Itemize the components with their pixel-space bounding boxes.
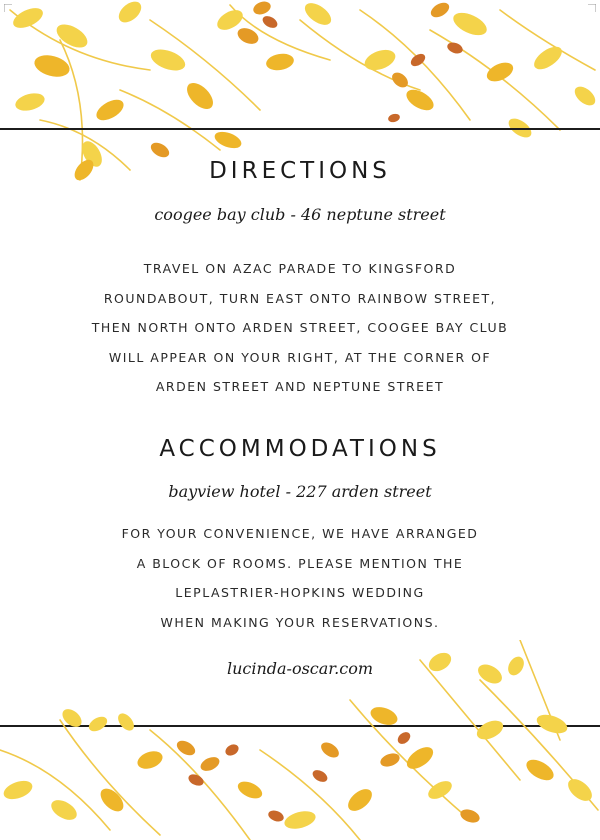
directions-line: THEN NORTH ONTO ARDEN STREET, COOGEE BAY CLUB [91,320,509,335]
directions-venue-subtitle: coogee bay club - 46 neptune street [154,205,446,224]
top-divider-line [0,128,600,130]
foliage-bottom-decoration [0,640,600,840]
directions-line: ROUNDABOUT, TURN EAST ONTO RAINBOW STREET, [103,290,497,306]
accommodations-text [0,519,600,637]
directions-line: TRAVEL ON AZAC PARADE TO KINGSFORD [143,261,457,276]
accommodations-line: A BLOCK OF ROOMS. PLEASE MENTION THE [136,555,464,571]
directions-heading: DIRECTIONS [209,158,391,184]
directions-text [0,254,600,402]
wedding-website-link[interactable]: lucinda-oscar.com [226,659,374,678]
accommodations-line: FOR YOUR CONVENIENCE, WE HAVE ARRANGED [121,526,479,541]
accommodations-line: LEPLASTRIER-HOPKINS WEDDING [175,585,425,600]
accommodations-heading: ACCOMMODATIONS [159,436,441,462]
accommodations-line: WHEN MAKING YOUR RESERVATIONS. [160,614,440,630]
corner-mark-top-left [4,4,12,12]
corner-mark-top-right [588,4,596,12]
directions-line: ARDEN STREET AND NEPTUNE STREET [155,379,445,394]
accommodations-hotel-subtitle: bayview hotel - 227 arden street [168,482,432,501]
directions-line: WILL APPEAR ON YOUR RIGHT, AT THE CORNER OF [108,349,492,365]
